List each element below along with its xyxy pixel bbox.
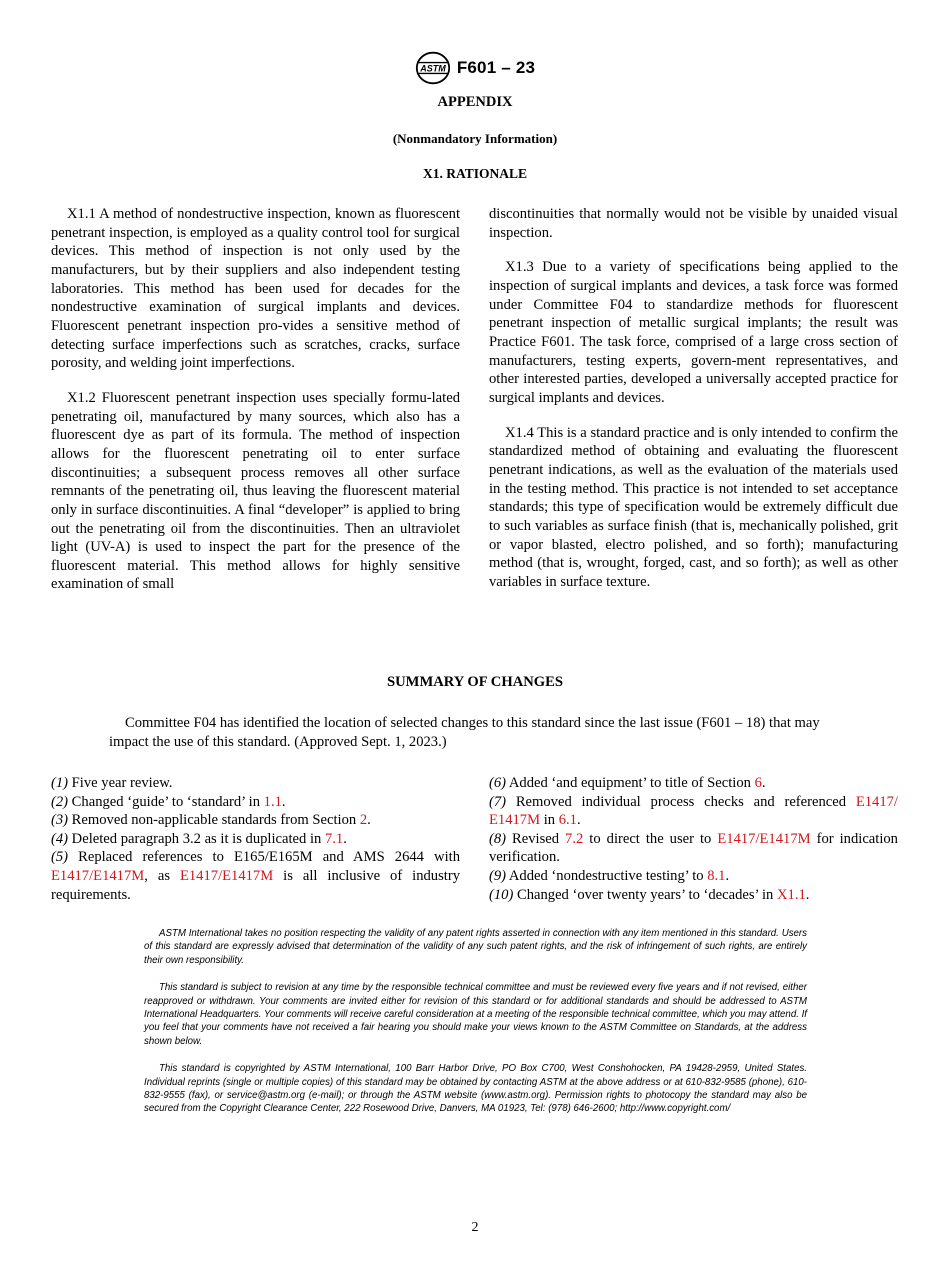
change-item: [51, 830, 460, 849]
change-number: (5): [51, 849, 69, 866]
change-number: (4): [51, 830, 69, 847]
change-item: [489, 774, 898, 793]
change-text: Removed individual process checks and referenced: [506, 793, 856, 810]
section-reference-link[interactable]: E1417/ E1417M: [489, 793, 898, 829]
change-text: to direct the user to: [583, 830, 718, 847]
change-text: Five year review.: [68, 775, 173, 791]
rationale-column-left: [51, 205, 460, 610]
change-number: (9): [489, 867, 507, 884]
change-text: Added ‘nondestructive testing’ to: [506, 867, 708, 884]
change-item: [489, 830, 898, 867]
astm-logo-icon: [415, 50, 451, 86]
rationale-column-right: [489, 205, 898, 607]
change-item: [489, 886, 898, 905]
section-reference-link[interactable]: 7.2: [565, 830, 584, 847]
legal-notices: [144, 927, 807, 1130]
change-text: .: [725, 867, 730, 884]
change-number: (8): [489, 830, 507, 847]
section-reference-link[interactable]: 6.1: [558, 812, 577, 829]
appendix-subtitle: (Nonmandatory Information): [392, 131, 558, 146]
change-text: , as: [144, 867, 180, 884]
change-item: [489, 867, 898, 886]
page-header: [0, 50, 950, 86]
page-number: 2: [471, 1220, 479, 1235]
section-reference-link[interactable]: E1417/E1417M: [51, 867, 145, 884]
paragraph-x1-2-continued: discontinuities that normally would not be visible by unaided visual inspection.: [489, 206, 898, 241]
change-text: Changed ‘over twenty years’ to ‘decades’ in: [513, 886, 777, 903]
change-text: .: [367, 812, 371, 829]
section-reference-link[interactable]: 6: [754, 775, 762, 791]
change-text: Replaced references to E165/E165M and AMS 2644 with: [68, 849, 460, 866]
section-reference-link[interactable]: X1.1: [777, 886, 806, 903]
change-number: (10): [489, 886, 514, 903]
change-number: (6): [489, 775, 507, 791]
section-reference-link[interactable]: 2: [359, 812, 368, 829]
section-title-rationale: X1. RATIONALE: [422, 166, 527, 181]
change-item: [51, 848, 460, 904]
change-text: Added ‘and equipment’ to title of Section: [506, 775, 755, 791]
change-item: [51, 793, 460, 812]
section-reference-link[interactable]: E1417/E1417M: [717, 830, 811, 847]
paragraph-x1-1: X1.1 A method of nondestructive inspection, known as fluorescent penetrant inspection, is employed as a quality control tool for surgical devices. This method of inspection is not only used by the manufacturers, but by their suppliers and also independent testing laboratories. This method has been used for decades for the nondestructive examination of surgical implants and devices. Fluorescent penetrant inspection pro-vides a sensitive method of detecting surface imperfections such as scratches, cracks, surface porosity, and welding joint imperfections.: [51, 206, 460, 372]
section-reference-link[interactable]: E1417/E1417M: [179, 867, 274, 884]
paragraph-x1-2: X1.2 Fluorescent penetrant inspection uses specially formu-lated penetrating oil, manufactured by many sources, which also has a fluorescent dye as part of its formula. The method of inspection allows for the fluorescent penetrating oil to enter surface discontinuities; a subsequent process removes all other surface remnants of the penetrating oil, thus leaving the fluorescent material only in surface discontinuities. A final “developer” is applied to bring out the penetrating oil from the discontinuities. Then an ultraviolet light (UV-A) is used to inspect the part for the presence of the fluorescent material. This method allows for highly sensitive examination of small: [51, 389, 460, 593]
change-text: .: [576, 812, 581, 829]
change-item: [51, 774, 460, 793]
change-number: (3): [51, 812, 69, 829]
changes-list-left: [51, 774, 460, 904]
paragraph-x1-3: X1.3 Due to a variety of specifications being applied to the inspection of surgical implants and devices, a task force was formed under Committee F04 to standardize methods for fluorescent penetrant inspection of metallic surgical implants; the result was Practice F601. The task force, comprised of a large cross section of manufacturers, testing experts, govern-ment representatives, and other interested parties, developed a universally accepted practice for surgical implants and devices.: [489, 259, 898, 406]
change-text: .: [343, 830, 347, 847]
section-reference-link[interactable]: 7.1: [324, 830, 344, 847]
change-text: .: [805, 886, 810, 903]
summary-intro: Committee F04 has identified the location of selected changes to this standard since the last issue (F601 – 18) that may impact the use of this standard. (Approved Sept. 1, 2023.): [109, 715, 820, 750]
section-reference-link[interactable]: 1.1: [263, 793, 282, 810]
change-text: .: [761, 775, 766, 791]
change-text: for indication verification.: [489, 830, 898, 866]
change-text: Changed ‘guide’ to ‘standard’ in: [68, 793, 264, 810]
standard-designation: F601 – 23: [456, 58, 536, 77]
change-text: .: [281, 793, 286, 810]
section-reference-link[interactable]: 8.1: [707, 867, 726, 884]
change-text: is all inclusive of industry requirements.: [51, 867, 460, 903]
change-text: Deleted paragraph 3.2 as it is duplicated in: [68, 830, 325, 847]
change-text: Revised: [506, 830, 566, 847]
summary-of-changes-title: SUMMARY OF CHANGES: [387, 674, 563, 690]
change-text: Removed non-applicable standards from Section: [68, 812, 360, 829]
change-number: (7): [489, 793, 507, 810]
appendix-title: APPENDIX: [437, 94, 513, 110]
revision-notice: This standard is subject to revision at any time by the responsible technical committee and must be reviewed every five years and if not revised, either reapproved or withdrawn. Your comments are invited either for revision of this standard or for additional standards and should be addressed to ASTM International Headquarters. Your comments will receive careful consideration at a meeting of the responsible technical committee, which you may attend. If you feel that your comments have not received a fair hearing you should make your views known to the ASTM Committee on Standards, at the address shown below.: [144, 982, 807, 1047]
changes-list-right: [489, 774, 898, 904]
change-text: in: [540, 812, 559, 829]
change-number: (2): [51, 793, 69, 810]
copyright-notice: This standard is copyrighted by ASTM International, 100 Barr Harbor Drive, PO Box C700, West Conshohocken, PA 19428-2959, United States. Individual reprints (single or multiple copies) of this standard may be obtained by contacting ASTM at the above address or at 610-832-9585 (phone), 610-832-9555 (fax), or service@astm.org (e-mail); or through the ASTM website (www.astm.org). Permission rights to photocopy the standard may also be secured from the Copyright Clearance Center, 222 Rosewood Drive, Danvers, MA 01923, Tel: (978) 646-2600; http://www.copyright.com/: [144, 1063, 807, 1115]
change-item: [51, 811, 460, 830]
svg-text:ASTM: ASTM: [420, 63, 446, 74]
patent-notice: ASTM International takes no position respecting the validity of any patent rights asserted in connection with any item mentioned in this standard. Users of this standard are expressly advised that determination of the validity of any such patent rights, and the risk of infringement of such rights, are entirely their own responsibility.: [144, 928, 807, 966]
change-number: (1): [51, 775, 69, 791]
paragraph-x1-4: X1.4 This is a standard practice and is only intended to confirm the standardized method of obtaining and evaluating the fluorescent penetrant indications, as well as the evaluation of the materials used in the testing method. This practice is not intended to set acceptance standards; this type of specification would be extremely difficult due to such variables as surface finish (that is, mechanically polished, grit or vapor blasted, electro polished, and so forth); manufacturing method (that is, wrought, forged, cast, and so forth); as well as other variables in surface texture.: [489, 424, 898, 590]
change-item: [489, 793, 898, 830]
